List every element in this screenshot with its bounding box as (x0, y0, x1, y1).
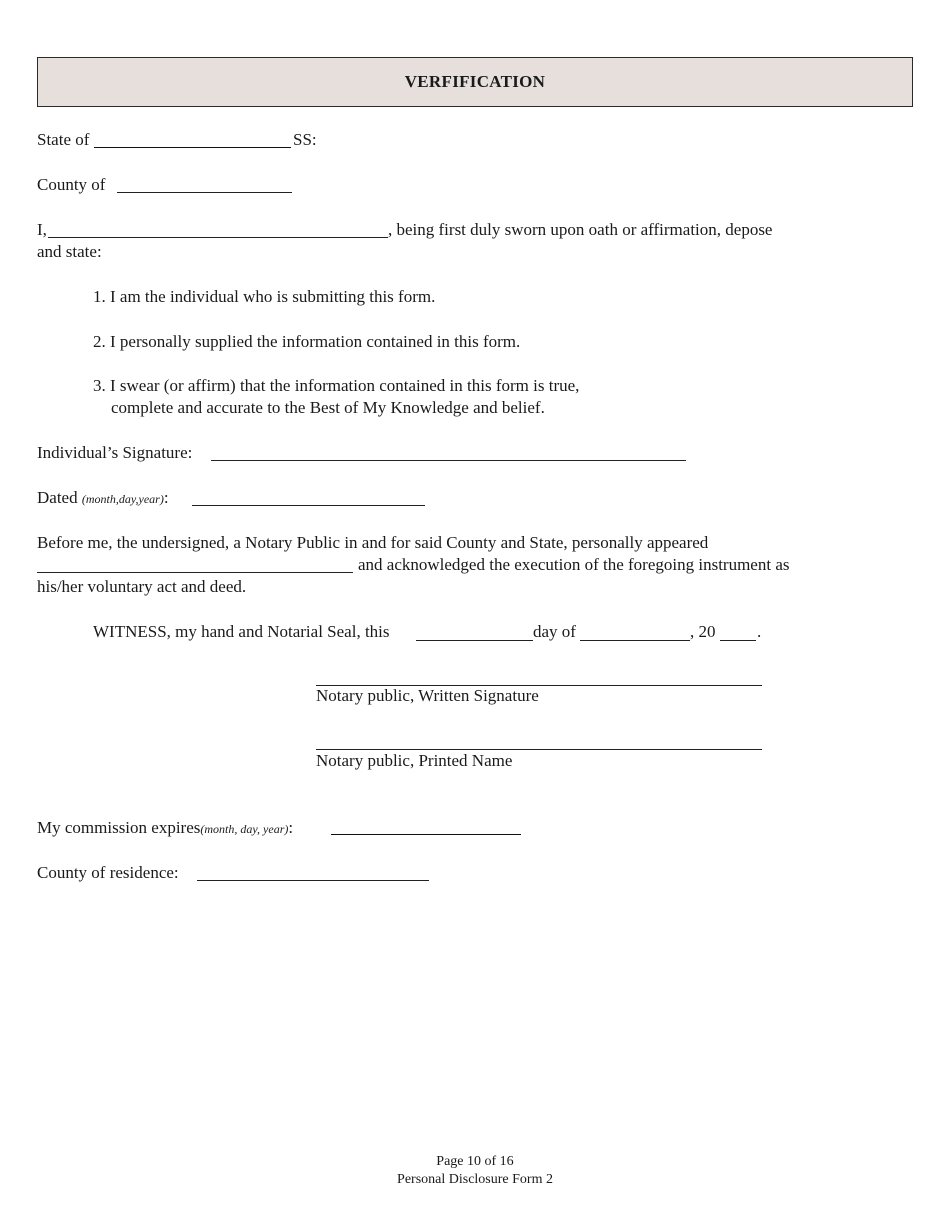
witness-period: . (757, 622, 762, 641)
witness-day-field[interactable] (416, 640, 533, 641)
state-of-label: State of (37, 130, 90, 149)
residence-label: County of residence: (37, 863, 179, 882)
oath-line1: , being first duly sworn upon oath or affirmation, depose (388, 220, 773, 239)
commission-hint: (month, day, year) (200, 822, 289, 836)
notary-paragraph-line2: and acknowledged the execution of the foregoing instrument as (358, 555, 790, 574)
commission-field[interactable] (331, 834, 521, 835)
dated-hint: (month,day,year) (81, 492, 164, 506)
ss-label: SS: (293, 130, 317, 149)
page-number: Page 10 of 16 (436, 1154, 514, 1169)
dated-label: Dated (month,day,year): (37, 488, 169, 507)
notary-printed-name-field[interactable] (316, 749, 762, 750)
verification-title: VERFIFICATION (404, 72, 546, 91)
commission-label: My commission expires(month, day, year): (37, 818, 294, 837)
oath-prefix: I, (37, 220, 47, 239)
statement-3-cont: complete and accurate to the Best of My Knowledge and belief. (111, 398, 545, 417)
form-name: Personal Disclosure Form 2 (397, 1172, 553, 1187)
witness-text: WITNESS, my hand and Notarial Seal, this (93, 622, 390, 641)
county-of-label: County of (37, 175, 106, 194)
dated-field[interactable] (192, 505, 425, 506)
oath-line2: and state: (37, 242, 102, 261)
notary-paragraph-line1: Before me, the undersigned, a Notary Public in and for said County and State, personally appeared (37, 533, 709, 552)
witness-year-prefix: , 20 (690, 622, 716, 641)
county-field[interactable] (117, 192, 292, 193)
residence-field[interactable] (197, 880, 429, 881)
signature-field[interactable] (211, 460, 686, 461)
appeared-name-field[interactable] (37, 572, 353, 573)
signature-label: Individual’s Signature: (37, 443, 193, 462)
individual-name-field[interactable] (48, 237, 388, 238)
state-field[interactable] (94, 147, 291, 148)
witness-year-field[interactable] (720, 640, 756, 641)
notary-paragraph-line3: his/her voluntary act and deed. (37, 577, 247, 596)
statement-3: 3. I swear (or affirm) that the information contained in this form is true, (93, 376, 580, 395)
witness-month-field[interactable] (580, 640, 690, 641)
statement-2: 2. I personally supplied the information contained in this form. (93, 332, 521, 351)
statement-1: 1. I am the individual who is submitting this form. (93, 287, 436, 306)
verification-header (37, 57, 913, 107)
notary-printed-name-label: Notary public, Printed Name (316, 751, 513, 770)
witness-day-of: day of (533, 622, 576, 641)
notary-signature-label: Notary public, Written Signature (316, 686, 539, 705)
